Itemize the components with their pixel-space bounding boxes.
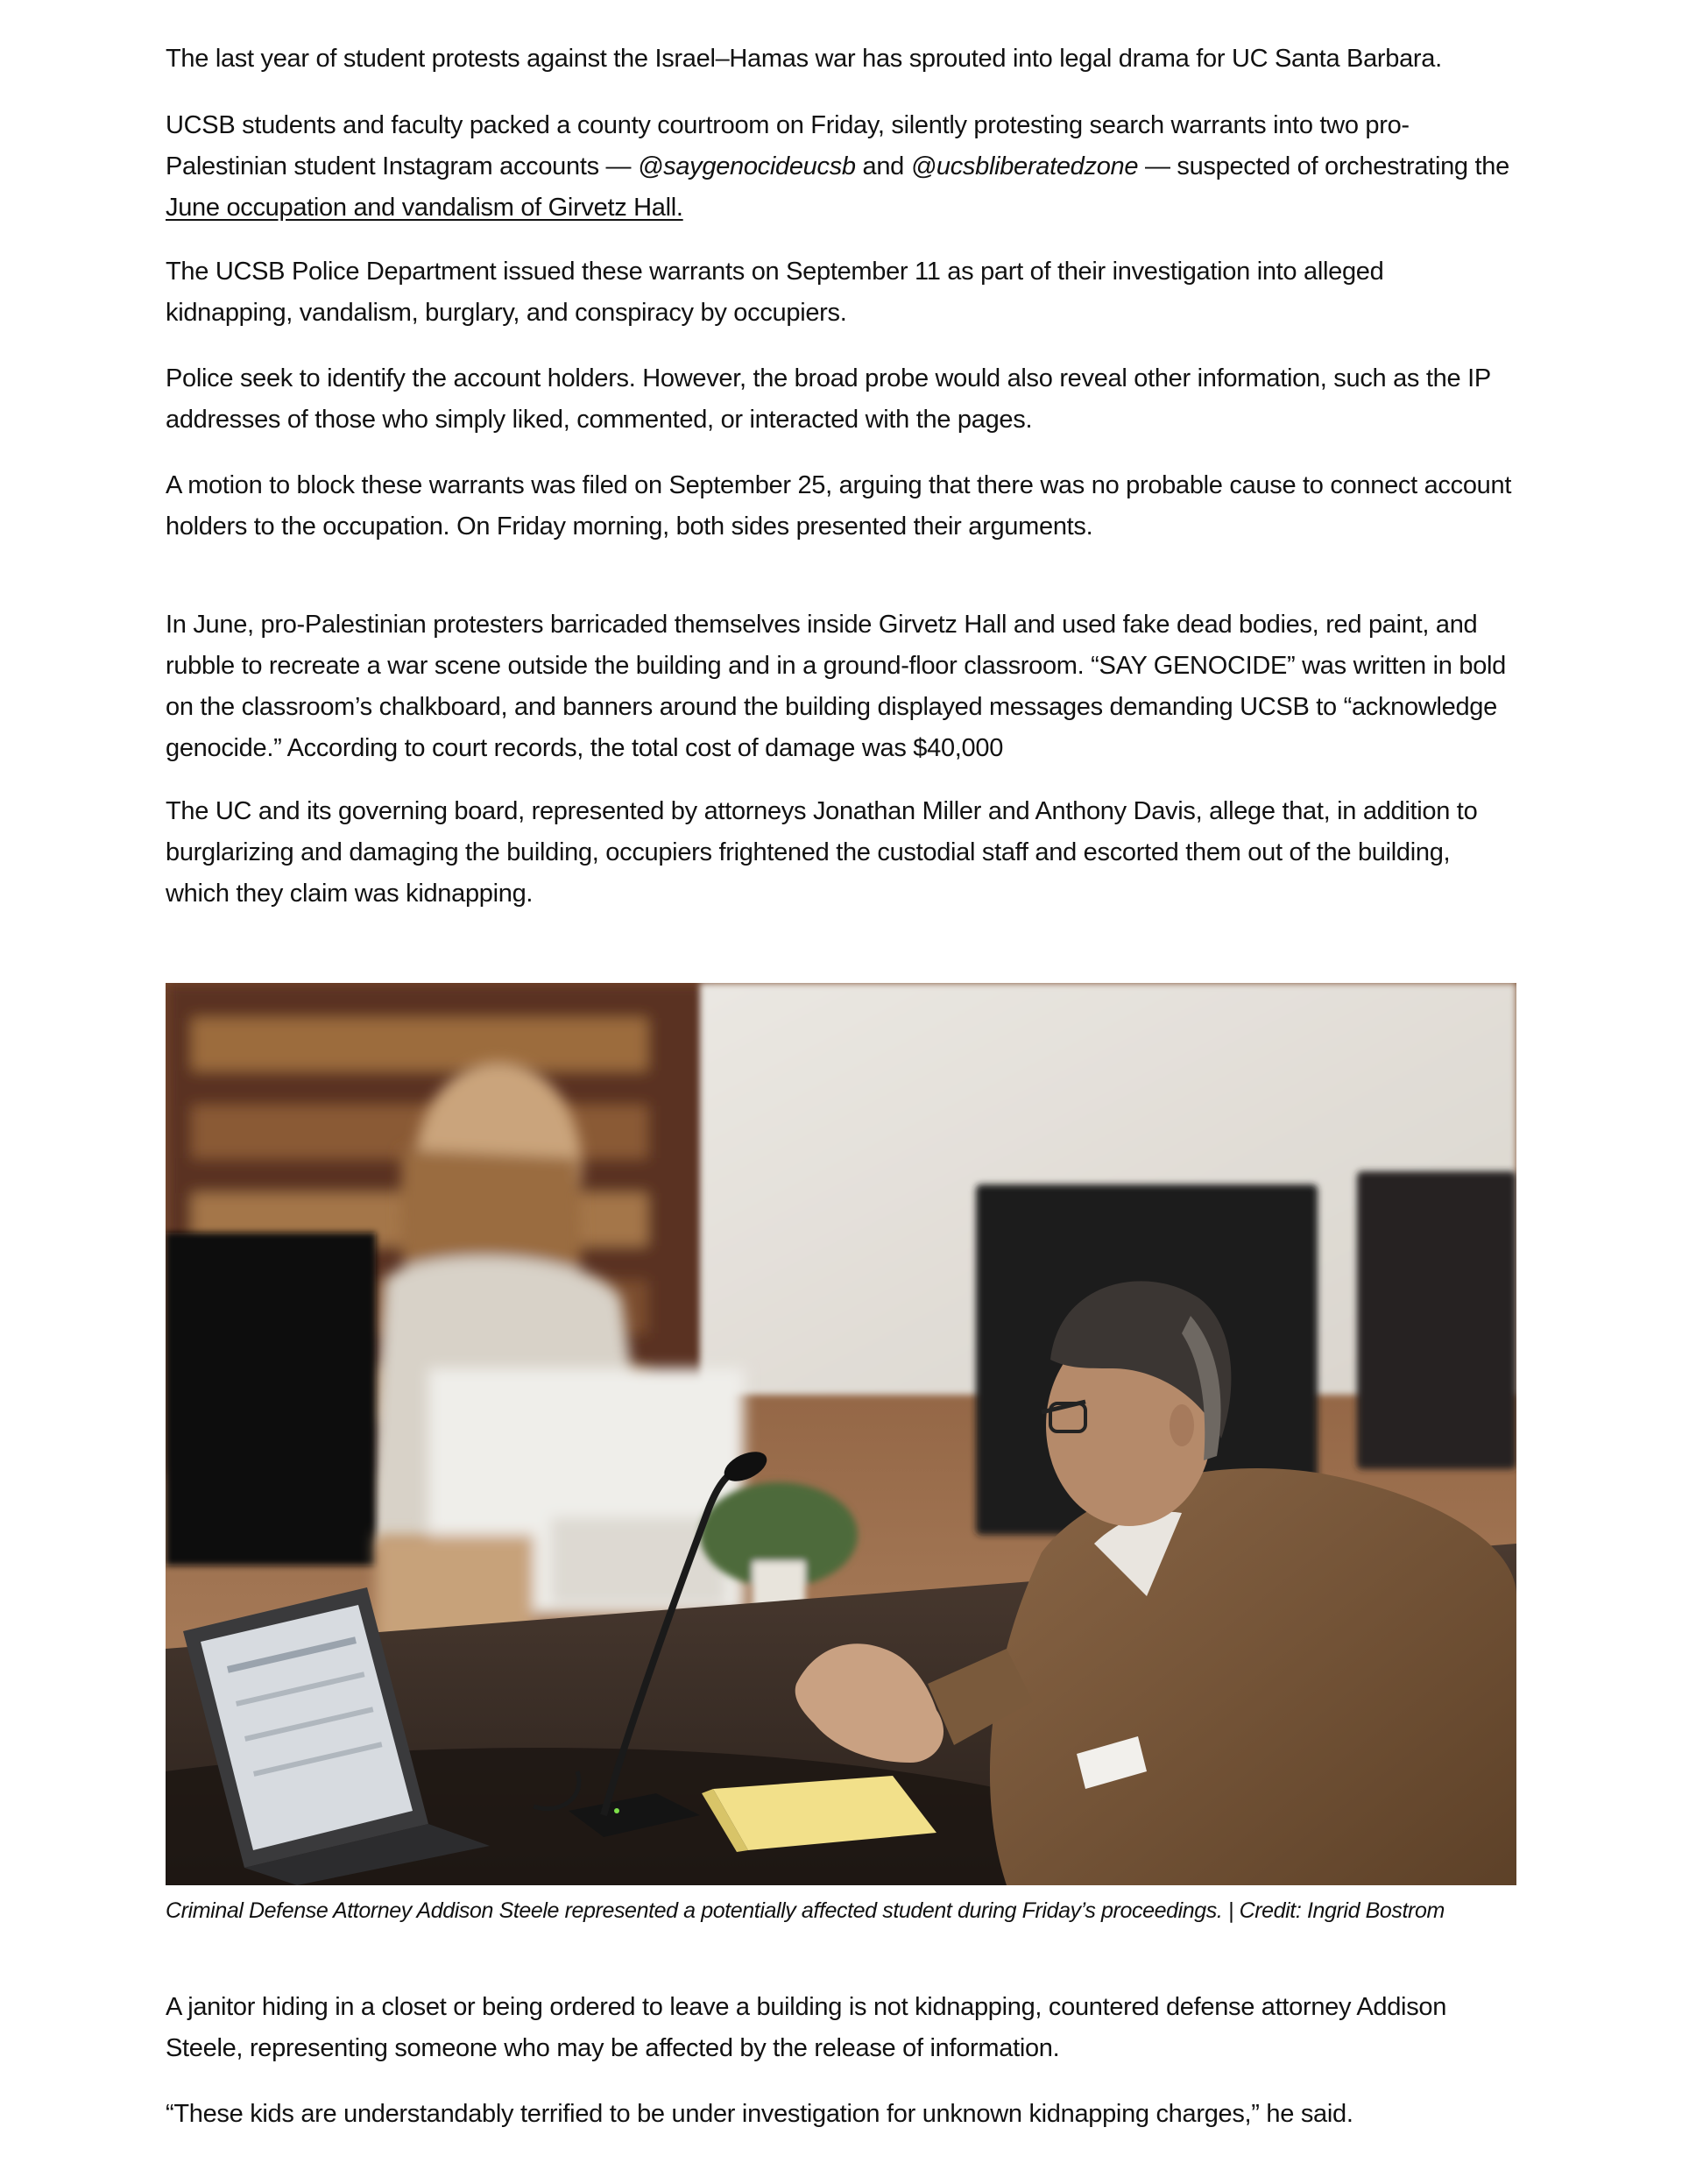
- paragraph-june-occupation: In June, pro-Palestinian protesters barricaded themselves inside Girvetz Hall and used fake dead bodies, red paint, and rubble to recreate a war scene outside the building and in a ground-floor classroom. “SAY GENOCIDE” was written in bold on the classroom’s chalkboard, and banners around the building displayed messages demanding UCSB to “acknowledge genocide.” According to court records, the total cost of damage was $40,000: [166, 611, 1507, 762]
- instagram-handle-saygenocide: @saygenocideucsb: [638, 152, 856, 180]
- paragraph-janitor: A janitor hiding in a closet or being ordered to leave a building is not kidnapping, countered defense attorney Addison Steele, representing someone who may be affected by the release of information.: [166, 1993, 1447, 2062]
- paragraph-uc-allegations: The UC and its governing board, represented by attorneys Jonathan Miller and Anthony Davis, allege that, in addition to burglarizing and damaging the building, occupiers frightened the custodial staff and escorted them out of the building, which they claim was kidnapping.: [166, 797, 1478, 908]
- paragraph-warrants: The UCSB Police Department issued these warrants on September 11 as part of their investigation into alleged kidnapping, vandalism, burglary, and conspiracy by occupiers.: [166, 258, 1384, 327]
- paragraph-courtroom: [166, 105, 1516, 229]
- text-segment: UCSB students and faculty packed a county courtroom on Friday, silently protesting search warrants into two pro-Palestinian student Instagram accounts —: [166, 111, 1410, 180]
- text-segment: — suspected of orchestrating the: [1138, 152, 1509, 180]
- paragraph-motion: A motion to block these warrants was filed on September 25, arguing that there was no probable cause to connect account holders to the occupation. On Friday morning, both sides presented their arguments.: [166, 471, 1512, 541]
- text-segment: and: [855, 152, 911, 180]
- photo-caption: Criminal Defense Attorney Addison Steele represented a potentially affected student during Friday’s proceedings. | Credit: Ingrid Bostrom: [166, 1898, 1445, 1923]
- courtroom-photo: [166, 983, 1516, 1885]
- paragraph-police: Police seek to identify the account holders. However, the broad probe would also reveal other information, such as the IP addresses of those who simply liked, commented, or interacted with the pages.: [166, 364, 1491, 434]
- instagram-handle-liberatedzone: @ucsbliberatedzone: [910, 152, 1139, 180]
- paragraph-intro: The last year of student protests against the Israel–Hamas war has sprouted into legal drama for UC Santa Barbara.: [166, 45, 1442, 73]
- paragraph-quote: “These kids are understandably terrified to be under investigation for unknown kidnapping charges,” he said.: [166, 2100, 1353, 2128]
- girvetz-occupation-link[interactable]: June occupation and vandalism of Girvetz Hall.: [166, 194, 683, 222]
